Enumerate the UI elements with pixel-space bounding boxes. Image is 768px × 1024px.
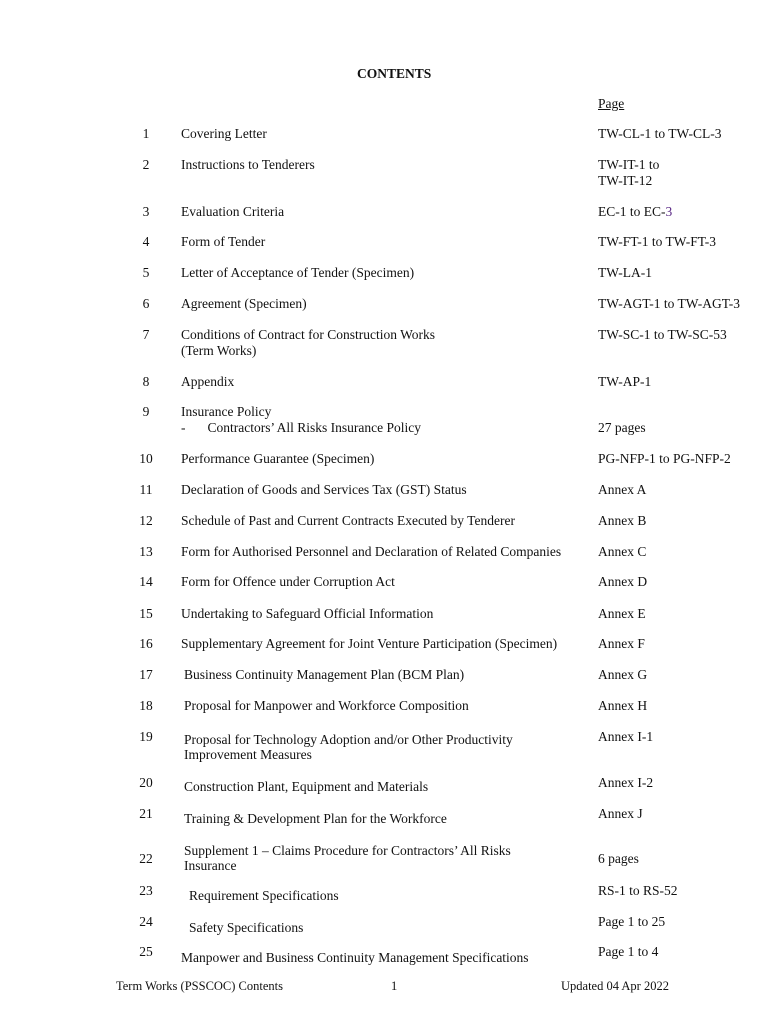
footer-left: Term Works (PSSCOC) Contents (116, 979, 283, 993)
footer-updated: Updated 04 Apr 2022 (561, 979, 669, 993)
row-page-accent: 3 (665, 204, 673, 219)
row-number: 16 (139, 636, 153, 651)
row-title: Evaluation Criteria (181, 204, 285, 219)
row-page: Page 1 to 25 (598, 914, 666, 929)
row-page: Annex G (598, 667, 648, 682)
row-number: 23 (139, 883, 153, 898)
row-number: 22 (139, 851, 153, 866)
row-title: Insurance Policy (181, 404, 272, 419)
row-title: Appendix (181, 374, 235, 389)
row-page: Annex J (598, 806, 643, 821)
row-subitem (181, 420, 421, 436)
row-title: Conditions of Contract for Construction Works (181, 327, 436, 342)
row-number: 19 (139, 729, 153, 744)
row-title: Instructions to Tenderers (181, 157, 315, 172)
row-title: Letter of Acceptance of Tender (Specimen) (181, 265, 415, 280)
row-number: 9 (142, 404, 150, 419)
row-number: 20 (139, 775, 153, 790)
row-title: Declaration of Goods and Services Tax (GST) Status (181, 482, 467, 497)
row-title: Safety Specifications (189, 920, 304, 935)
row-page-prefix: EC-1 to EC- (598, 204, 666, 219)
row-number: 10 (139, 451, 153, 466)
row-title: Training & Development Plan for the Workforce (184, 811, 447, 826)
row-page: Page 1 to 4 (598, 944, 659, 959)
page-title: CONTENTS (357, 66, 432, 81)
row-number: 24 (139, 914, 153, 929)
row-page: Annex C (598, 544, 647, 559)
row-number: 25 (139, 944, 153, 959)
row-title-line2: Insurance (184, 858, 237, 873)
row-number: 21 (139, 806, 153, 821)
row-title: Business Continuity Management Plan (BCM Plan) (184, 667, 465, 682)
row-number: 18 (139, 698, 153, 713)
row-page: TW-CL-1 to TW-CL-3 (598, 126, 722, 141)
row-title: Supplement 1 – Claims Procedure for Contractors’ All Risks (184, 843, 511, 858)
row-page: PG-NFP-1 to PG-NFP-2 (598, 451, 731, 466)
row-number: 1 (142, 126, 150, 141)
row-title: Construction Plant, Equipment and Materials (184, 779, 429, 794)
row-title: Form for Offence under Corruption Act (181, 574, 395, 589)
row-title: Manpower and Business Continuity Management Specifications (181, 950, 529, 965)
row-number: 8 (142, 374, 150, 389)
row-page: 6 pages (598, 851, 639, 866)
row-page: TW-IT-1 to (598, 157, 660, 172)
row-title: Proposal for Manpower and Workforce Composition (184, 698, 469, 713)
row-page: Annex D (598, 574, 648, 589)
row-number: 7 (142, 327, 150, 342)
row-page: TW-SC-1 to TW-SC-53 (598, 327, 727, 342)
row-title: Covering Letter (181, 126, 267, 141)
row-page: Annex H (598, 698, 648, 713)
row-page: Annex F (598, 636, 645, 651)
row-number: 2 (142, 157, 150, 172)
row-number: 14 (139, 574, 153, 589)
row-title: Agreement (Specimen) (181, 296, 307, 311)
row-page: TW-FT-1 to TW-FT-3 (598, 234, 717, 249)
bullet-dash: - (181, 420, 186, 435)
row-number: 17 (139, 667, 153, 682)
row-page: RS-1 to RS-52 (598, 883, 678, 898)
row-title-line2: Improvement Measures (184, 747, 312, 762)
row-number: 5 (142, 265, 150, 280)
row-title: Performance Guarantee (Specimen) (181, 451, 375, 466)
row-title: Supplementary Agreement for Joint Venture Participation (Specimen) (181, 636, 558, 651)
row-page: Annex I-1 (598, 729, 654, 744)
row-page: TW-AP-1 (598, 374, 652, 389)
row-page: Annex I-2 (598, 775, 654, 790)
row-page: Annex B (598, 513, 647, 528)
row-number: 15 (139, 606, 153, 621)
row-page (598, 204, 672, 220)
footer-page-number: 1 (391, 979, 398, 993)
row-number: 13 (139, 544, 153, 559)
row-page: 27 pages (598, 420, 646, 435)
row-number: 4 (142, 234, 150, 249)
row-number: 3 (142, 204, 150, 219)
row-subitem-text: Contractors’ All Risks Insurance Policy (207, 420, 421, 435)
row-page: Annex A (598, 482, 647, 497)
row-title: Form of Tender (181, 234, 266, 249)
row-page: TW-AGT-1 to TW-AGT-3 (598, 296, 740, 311)
row-number: 12 (139, 513, 153, 528)
row-title: Undertaking to Safeguard Official Information (181, 606, 434, 621)
row-title: Requirement Specifications (189, 888, 339, 903)
row-title: Form for Authorised Personnel and Declaration of Related Companies (181, 544, 562, 559)
page-column-header: Page (598, 96, 625, 111)
row-number: 11 (139, 482, 153, 497)
row-title: Schedule of Past and Current Contracts Executed by Tenderer (181, 513, 515, 528)
row-page: TW-LA-1 (598, 265, 652, 280)
row-page: Annex E (598, 606, 646, 621)
row-number: 6 (142, 296, 150, 311)
row-title-line2: (Term Works) (181, 343, 257, 358)
row-page-line2: TW-IT-12 (598, 173, 653, 188)
row-title: Proposal for Technology Adoption and/or Other Productivity (184, 732, 513, 747)
